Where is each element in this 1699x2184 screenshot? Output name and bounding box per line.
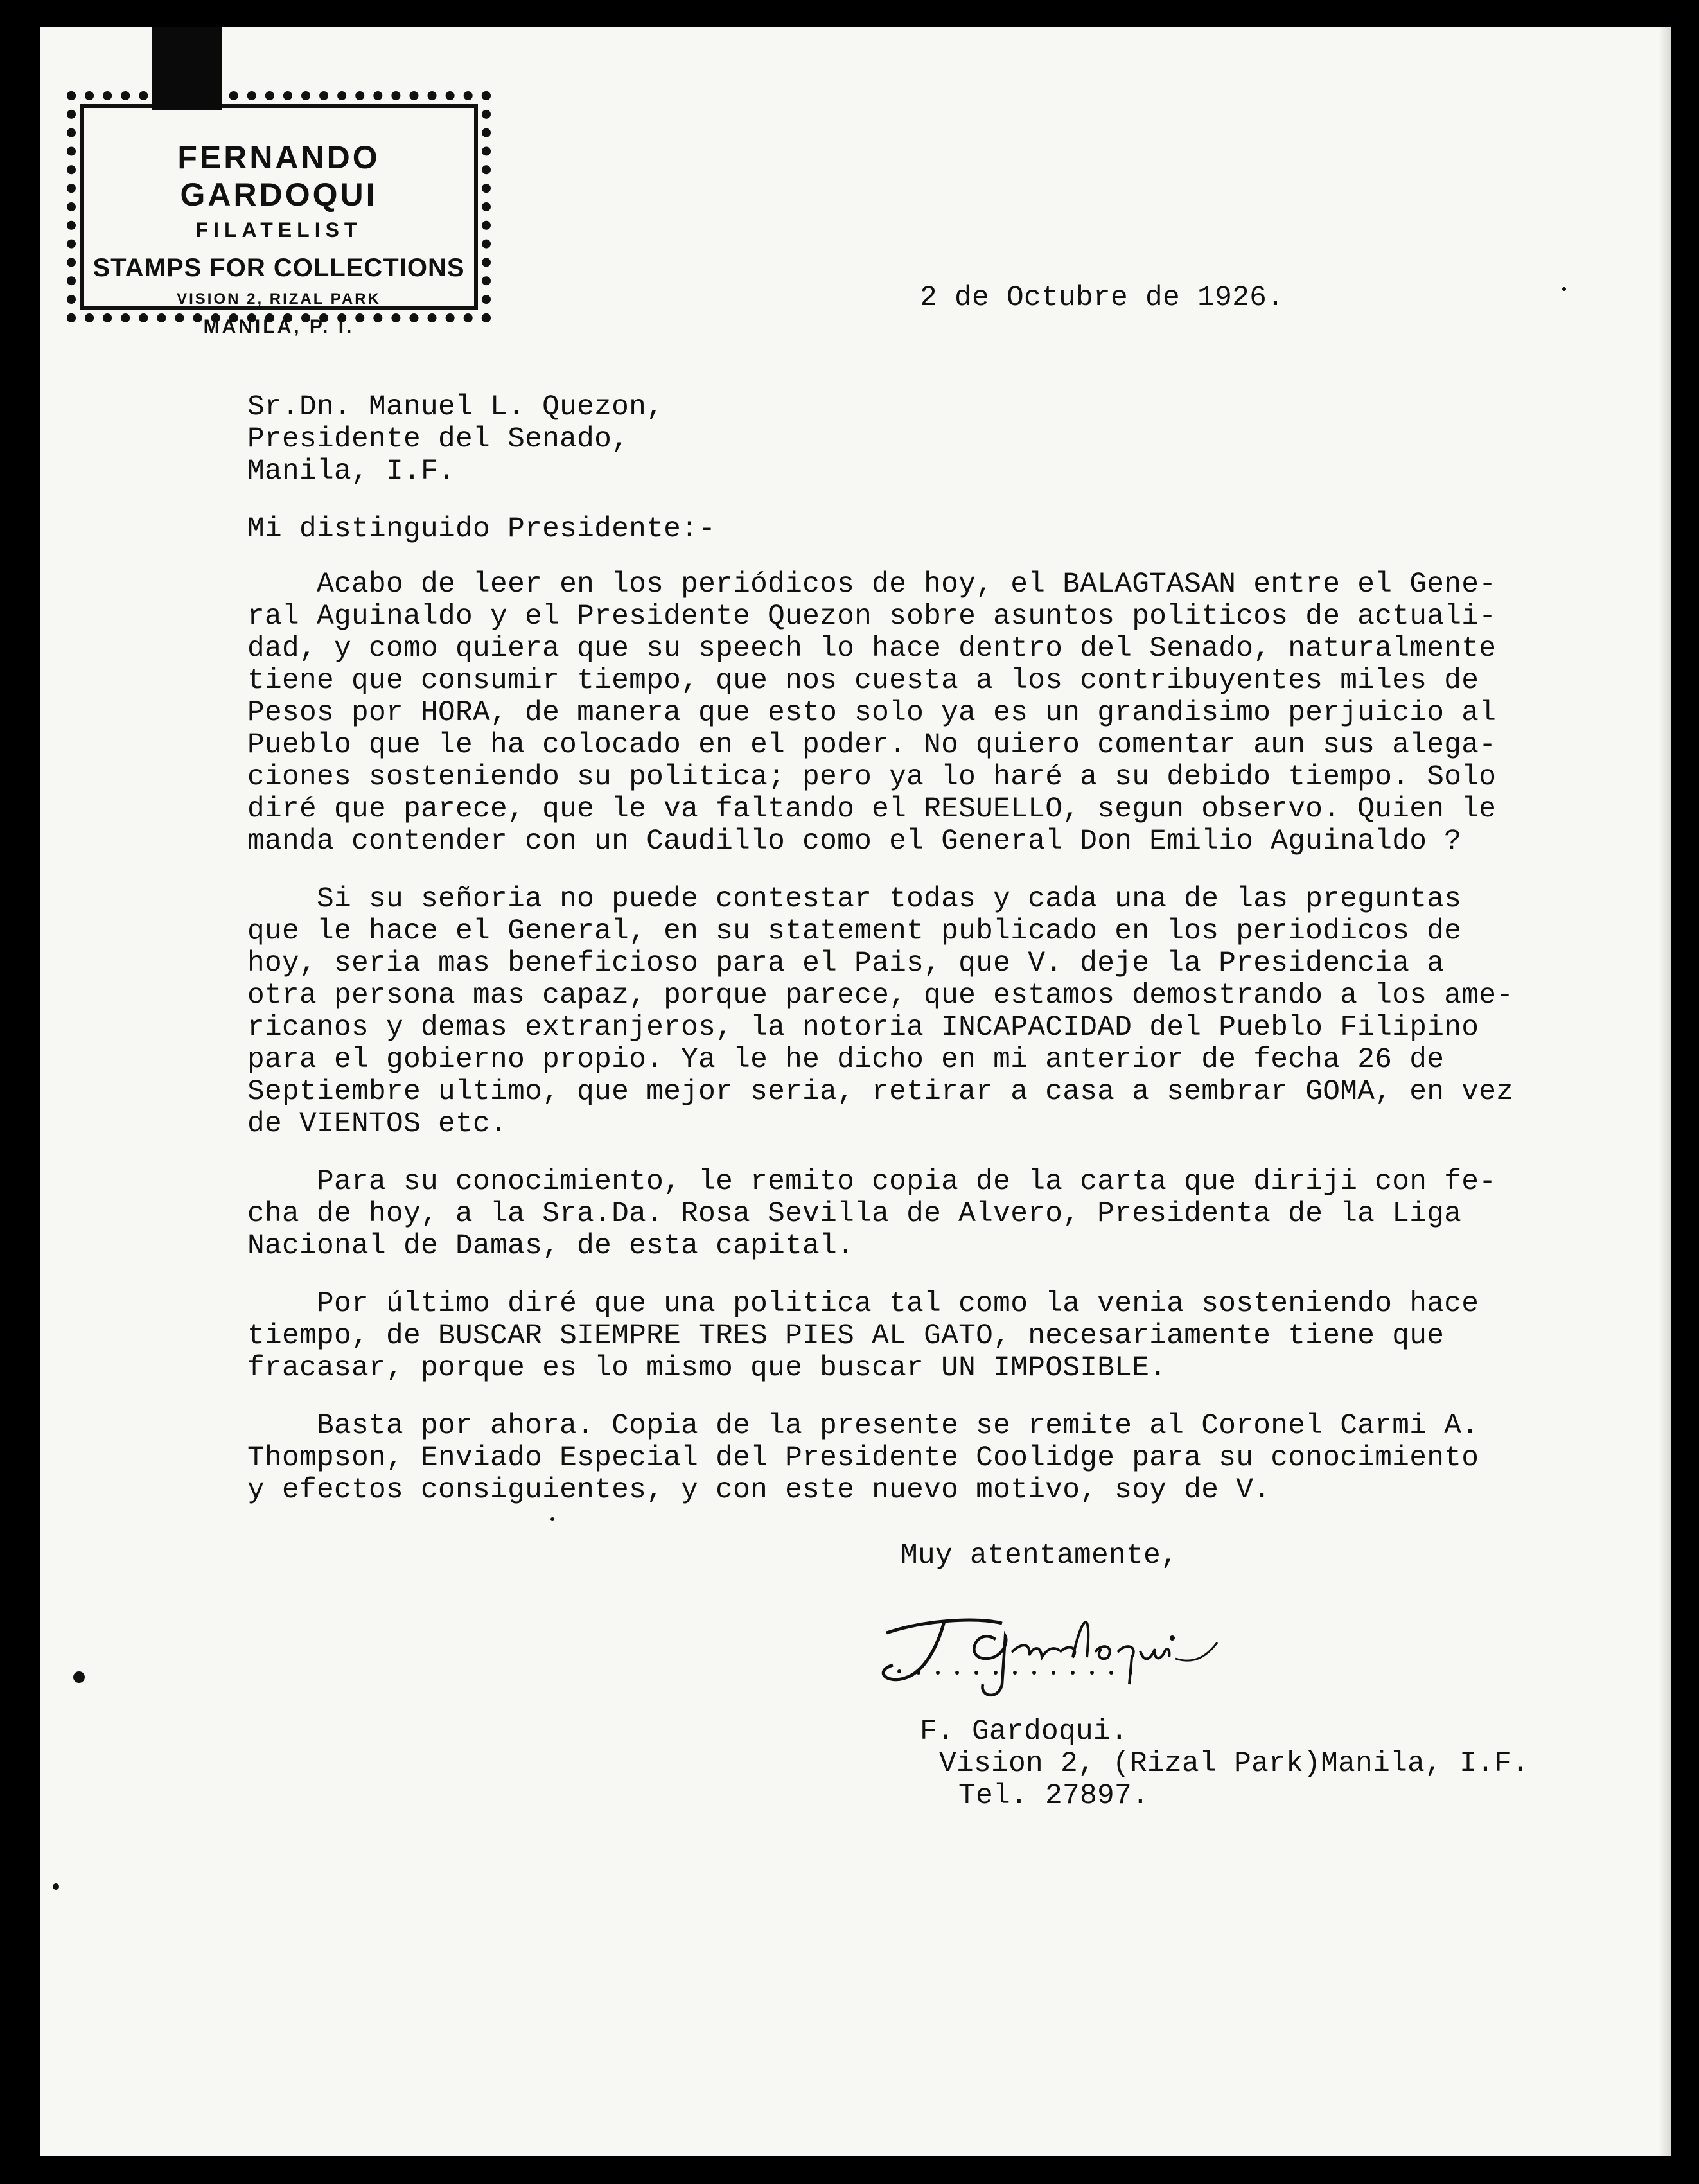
body-line: Para su conocimiento, le remito copia de la carta que diriji con fe-: [247, 1166, 1497, 1198]
body-line: Pueblo que le ha colocado en el poder. No quiero comentar aun sus alega-: [247, 729, 1497, 761]
letter-date: 2 de Octubre de 1926.: [920, 282, 1285, 314]
body-line: fracasar, porque es lo mismo que buscar UN IMPOSIBLE.: [247, 1352, 1167, 1384]
body-line: hoy, seria mas beneficioso para el Pais, que V. deje la Presidencia a: [247, 947, 1445, 980]
sender-name: F. Gardoqui.: [920, 1716, 1129, 1748]
sender-phone: Tel. 27897.: [958, 1780, 1150, 1812]
body-line: Pesos por HORA, de manera que esto solo ya es un grandisimo perjuicio al: [247, 697, 1497, 729]
body-line: dad, y como quiera que su speech lo hace dentro del Senado, naturalmente: [247, 633, 1497, 665]
body-line: y efectos consiguientes, y con este nuevo motivo, soy de V.: [247, 1474, 1271, 1506]
stamp-address: VISION 2, RIZAL PARK: [177, 290, 381, 308]
body-line: Basta por ahora. Copia de la presente se remite al Coronel Carmi A.: [247, 1410, 1479, 1442]
body-line: Si su señoria no puede contestar todas y cada una de las preguntas: [247, 883, 1462, 915]
body-line: otra persona mas capaz, porque parece, que estamos demostrando a los ame-: [247, 980, 1514, 1012]
salutation: Mi distinguido Presidente:-: [247, 513, 716, 545]
body-line: Por último diré que una politica tal como la venia sosteniendo hace: [247, 1288, 1479, 1320]
body-line: Acabo de leer en los periódicos de hoy, el BALAGTASAN entre el Gene-: [247, 568, 1497, 601]
body-line: que le hace el General, en su statement publicado en los periodicos de: [247, 915, 1462, 947]
body-line: ricanos y demas extranjeros, la notoria INCAPACIDAD del Pueblo Filipino: [247, 1012, 1479, 1044]
body-line: Thompson, Enviado Especial del Presidente Coolidge para su conocimiento: [247, 1442, 1479, 1474]
body-line: tiempo, de BUSCAR SIEMPRE TRES PIES AL GATO, necesariamente tiene que: [247, 1320, 1445, 1352]
ink-spot: [73, 1671, 85, 1683]
stamp-collections-line: STAMPS FOR COLLECTIONS: [92, 254, 465, 282]
body-line: Septiembre ultimo, que mejor seria, retirar a casa a sembrar GOMA, en vez: [247, 1076, 1514, 1108]
body-line: diré que parece, que le va faltando el RESUELLO, segun observo. Quien le: [247, 793, 1497, 825]
recipient-title: Presidente del Senado,: [247, 423, 629, 455]
closing: Muy atentamente,: [901, 1540, 1179, 1572]
letter-page: [40, 27, 1671, 2156]
body-line: cha de hoy, a la Sra.Da. Rosa Sevilla de Alvero, Presidenta de la Liga: [247, 1198, 1462, 1230]
stamp-profession: FILATELIST: [195, 218, 362, 242]
page-edge-shadow: [1659, 27, 1671, 2156]
ink-spot: [1562, 287, 1566, 291]
stamp-city: MANILA, P. I.: [203, 316, 355, 337]
handwritten-signature: [848, 1581, 1298, 1704]
letterhead-stamp: [67, 91, 491, 337]
sender-address: Vision 2, (Rizal Park)Manila, I.F.: [939, 1748, 1529, 1780]
body-line: ciones sosteniendo su politica; pero ya lo haré a su debido tiempo. Solo: [247, 761, 1497, 793]
stamp-name: FERNANDO GARDOQUI: [177, 139, 380, 213]
body-line: para el gobierno propio. Ya le he dicho en mi anterior de fecha 26 de: [247, 1044, 1445, 1076]
body-line: manda contender con un Caudillo como el General Don Emilio Aguinaldo ?: [247, 825, 1462, 858]
recipient-city: Manila, I.F.: [247, 455, 456, 488]
body-line: Nacional de Damas, de esta capital.: [247, 1230, 855, 1262]
body-line: de VIENTOS etc.: [247, 1108, 508, 1140]
body-line: ral Aguinaldo y el Presidente Quezon sobre asuntos politicos de actuali-: [247, 601, 1497, 633]
ink-spot: [550, 1517, 554, 1521]
mounting-tape: [152, 27, 222, 110]
ink-spot: [53, 1883, 59, 1890]
recipient-name: Sr.Dn. Manuel L. Quezon,: [247, 391, 664, 423]
body-line: tiene que consumir tiempo, que nos cuesta a los contribuyentes miles de: [247, 665, 1479, 697]
